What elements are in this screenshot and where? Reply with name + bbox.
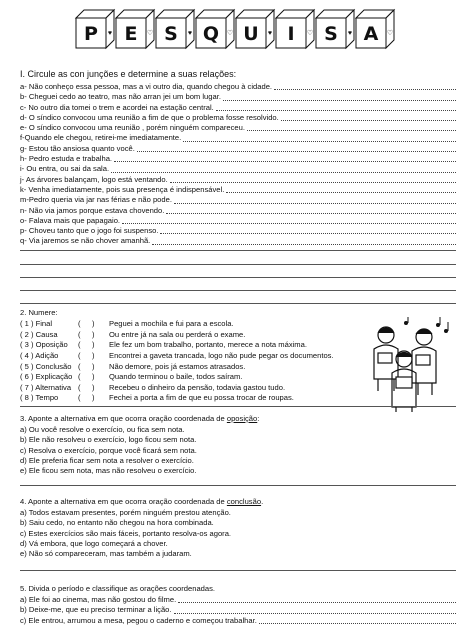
q1-item: [20, 133, 456, 143]
divider-line: [20, 277, 456, 278]
q4-option-text: a) Todos estavam presentes, porém ninguém prestou atenção.: [20, 508, 231, 517]
answer-line[interactable]: [111, 172, 456, 173]
answer-line[interactable]: [166, 213, 456, 214]
q1-item-text: q- Via jaremos se não chover amanhã.: [20, 236, 151, 246]
banner-letter: P: [84, 23, 98, 45]
banner-letter: S: [324, 23, 338, 45]
q1-item-text: n- Não via jamos porque estava chovendo.: [20, 205, 165, 215]
divider-line: [20, 406, 456, 407]
divider-line: [20, 303, 456, 304]
answer-line[interactable]: [216, 110, 456, 111]
letter-block: [156, 10, 194, 48]
q2-row: [20, 383, 334, 394]
q2-sentence: Peguei a mochila e fui para a escola.: [109, 319, 234, 329]
q2-category: ( 6 ) Explicação: [20, 372, 73, 382]
divider-line: [20, 250, 456, 251]
q1-title: I. Circule as con junções e determine a suas relações:: [20, 69, 237, 79]
q3-option: [20, 466, 456, 476]
q1-item: [20, 144, 456, 154]
heart-icon: ♡: [226, 30, 234, 37]
answer-line[interactable]: [174, 613, 456, 614]
q2-sentence: Ele fez um bom trabalho, portanto, merece a nota máxima.: [109, 340, 307, 350]
q5-title: 5. Divida o período e classifique as orações coordenadas.: [20, 584, 216, 593]
q1-item: [20, 236, 456, 246]
q3-option: [20, 456, 456, 466]
answer-line[interactable]: [160, 233, 456, 234]
divider-line: [20, 290, 456, 291]
q3-title-text: 3. Aponte a alternativa em que ocorra oração coordenada de: [20, 414, 227, 423]
q2-answer-close[interactable]: ): [92, 329, 95, 339]
q2-answer-close[interactable]: ): [92, 382, 95, 392]
q2-category: ( 5 ) Conclusão: [20, 361, 72, 371]
q1-item-text: m-Pedro queria via jar nas férias e não pode.: [20, 195, 172, 205]
q2-sentence: Fechei a porta a fim de que eu possa trocar de roupas.: [109, 393, 294, 403]
q1-item: [20, 82, 456, 92]
q1-item: [20, 185, 456, 195]
letter-block: [196, 10, 234, 48]
q2-row: [20, 351, 334, 362]
answer-line[interactable]: [226, 192, 456, 193]
answer-line[interactable]: [274, 89, 456, 90]
letter-block: [316, 10, 354, 48]
banner-letter: A: [363, 23, 379, 45]
q3-title: [20, 414, 259, 424]
q1-item: [20, 92, 456, 102]
divider-line: [20, 264, 456, 265]
answer-line[interactable]: [137, 151, 456, 152]
q2-category: ( 4 ) Adição: [20, 351, 59, 361]
q5-option: [20, 605, 456, 615]
q1-item-text: k- Venha imediatamente, pois sua presença é indispensável.: [20, 184, 225, 194]
q2-row: [20, 361, 334, 372]
q4-option: [20, 529, 456, 539]
heart-icon: ♥: [347, 30, 353, 37]
banner-letter: I: [287, 23, 295, 45]
q2-answer-close[interactable]: ): [92, 393, 95, 403]
q1-item: [20, 206, 456, 216]
q1-item: [20, 123, 456, 133]
q3-option-text: c) Resolva o exercício, porque você ficará sem nota.: [20, 445, 197, 455]
q4-option-text: c) Estes exercícios são mais fáceis, portanto resolva-os agora.: [20, 528, 232, 538]
q2-category: ( 7 ) Alternativa: [20, 382, 72, 392]
q2-matching-list: [20, 319, 334, 404]
q5-option-text: b) Deixe-me, que eu preciso terminar a lição.: [20, 605, 172, 615]
q2-sentence: Encontrei a gaveta trancada, logo não pude pegar os documentos.: [109, 351, 334, 361]
q1-item-text: a- Não conheço essa pessoa, mas a vi outro dia, quando chegou à cidade.: [20, 82, 273, 91]
q1-item-text: b- Cheguei cedo ao teatro, mas não arran jei um bom lugar.: [20, 92, 221, 102]
q1-item-text: h- Pedro estuda e trabalha.: [20, 154, 113, 164]
q5-option: [20, 616, 456, 626]
q2-answer-open[interactable]: (: [78, 382, 81, 392]
q1-item: [20, 103, 456, 113]
q2-answer-open[interactable]: (: [78, 351, 81, 361]
answer-line[interactable]: [170, 182, 456, 183]
q3-option-text: e) Ele ficou sem nota, mas não resolveu o exercício.: [20, 466, 197, 476]
q4-option-text: b) Saiu cedo, no entanto não chegou na hora combinada.: [20, 518, 214, 528]
q2-answer-open[interactable]: (: [78, 319, 81, 329]
q1-item: [20, 164, 456, 174]
q2-sentence: Recebeu o dinheiro da pensão, todavia gastou tudo.: [109, 382, 286, 392]
q2-row: [20, 330, 334, 341]
q4-title-text: 4. Aponte a alternativa em que ocorra oração coordenada de: [20, 497, 227, 506]
q4-title-keyword: conclusão: [226, 497, 262, 506]
answer-line[interactable]: [183, 141, 456, 142]
q2-answer-open[interactable]: (: [78, 340, 81, 350]
q2-answer-open[interactable]: (: [78, 329, 81, 339]
q4-option-text: d) Vá embora, que logo começará a chover.: [20, 538, 168, 548]
q4-options: [20, 508, 456, 559]
q4-title-end: .: [261, 497, 264, 506]
q2-sentence: Ou entre já na sala ou perderá o exame.: [109, 329, 246, 339]
q3-option: [20, 435, 456, 445]
q4-title: [20, 497, 263, 507]
q2-answer-close[interactable]: ): [92, 340, 95, 350]
answer-line[interactable]: [223, 100, 456, 101]
banner-letter: S: [164, 23, 178, 45]
q2-row: [20, 319, 334, 330]
q2-sentence: Não demore, pois já estamos atrasados.: [109, 361, 246, 371]
q2-answer-open[interactable]: (: [78, 393, 81, 403]
q4-option: [20, 549, 456, 559]
q3-title-end: :: [257, 414, 260, 423]
q3-option: [20, 446, 456, 456]
q2-answer-close[interactable]: ): [92, 319, 95, 329]
letter-block: [76, 10, 114, 48]
q3-title-keyword: oposição: [226, 414, 258, 423]
q4-option: [20, 518, 456, 528]
q2-answer-open[interactable]: (: [78, 372, 81, 382]
heart-icon: ♥: [187, 30, 193, 37]
q4-option-text: e) Não só compareceram, mas também a judaram.: [20, 549, 192, 559]
choir-singers-illustration: [366, 317, 452, 413]
heart-icon: ♥: [107, 30, 113, 37]
pesquisa-banner: [70, 6, 410, 58]
q1-item-text: g- Estou tão ansiosa quanto você.: [20, 143, 135, 153]
q4-option: [20, 508, 456, 518]
q1-item-text: i- Ou entra, ou sai da sala.: [20, 164, 110, 174]
heart-icon: ♡: [386, 30, 394, 37]
q2-row: [20, 393, 334, 404]
q1-item-text: p- Choveu tanto que o jogo foi suspenso.: [20, 226, 159, 236]
answer-line[interactable]: [259, 623, 456, 624]
q1-item: [20, 175, 456, 185]
letter-block: [356, 10, 394, 48]
q5-option-text: a) Ele foi ao cinema, mas não gostou do filme.: [20, 595, 177, 604]
banner-letter: U: [243, 23, 259, 45]
q1-item: [20, 226, 456, 236]
q2-title: 2. Numere:: [20, 308, 58, 317]
q5-option: [20, 595, 456, 605]
answer-line[interactable]: [152, 244, 456, 245]
answer-line[interactable]: [281, 120, 456, 121]
q4-option: [20, 539, 456, 549]
q1-list: [20, 82, 456, 247]
heart-icon: ♡: [146, 30, 154, 37]
letter-block: [276, 10, 314, 48]
q2-category: ( 8 ) Tempo: [20, 393, 59, 403]
banner-letter: E: [124, 23, 138, 45]
q2-category: ( 1 ) Final: [20, 319, 53, 329]
q1-item-text: c- No outro dia tomei o trem e acordei na estação central.: [20, 102, 214, 112]
answer-line[interactable]: [122, 223, 456, 224]
q2-answer-close[interactable]: ): [92, 351, 95, 361]
banner-letter: Q: [202, 23, 220, 45]
answer-line[interactable]: [174, 203, 456, 204]
q2-sentence: Quando terminou o baile, todos saíram.: [109, 372, 243, 382]
divider-line: [20, 570, 456, 571]
q2-category: ( 3 ) Oposição: [20, 340, 68, 350]
answer-line[interactable]: [178, 602, 456, 603]
q1-item: [20, 154, 456, 164]
q1-item: [20, 216, 456, 226]
q1-item: [20, 195, 456, 205]
q2-row: [20, 340, 334, 351]
divider-line: [20, 485, 456, 486]
q3-options: [20, 425, 456, 476]
q1-item-text: e- O síndico convocou uma reunião , porém ninguém compareceu.: [20, 123, 245, 133]
q3-option: [20, 425, 456, 435]
q1-item-text: j- As árvores balançam, logo está ventando.: [20, 174, 168, 184]
q1-item-text: d- O síndico convocou uma reunião a fim de que o problema fosse resolvido.: [20, 112, 279, 122]
q3-option-text: d) Ele preferia ficar sem nota a resolver o exercício.: [20, 455, 194, 465]
q2-row: [20, 372, 334, 383]
letter-block: [116, 10, 154, 48]
q2-answer-close[interactable]: ): [92, 361, 95, 371]
heart-icon: ♡: [306, 30, 314, 37]
q3-option-text: b) Ele não resolveu o exercício, logo ficou sem nota.: [20, 435, 197, 445]
q1-item-text: f-Quando ele chegou, retirei-me imediatamente.: [20, 133, 182, 143]
q2-category: ( 2 ) Causa: [20, 329, 58, 339]
q3-option-text: a) Ou você resolve o exercício, ou fica sem nota.: [20, 425, 185, 434]
heart-icon: ♥: [267, 30, 273, 37]
q5-list: [20, 595, 456, 626]
answer-line[interactable]: [247, 130, 456, 131]
letter-block: [236, 10, 274, 48]
q1-item-text: o- Falava mais que papagaio.: [20, 215, 121, 225]
q2-answer-close[interactable]: ): [92, 372, 95, 382]
q5-option-text: c) Ele entrou, arrumou a mesa, pegou o caderno e começou trabalhar.: [20, 615, 257, 625]
q1-item: [20, 113, 456, 123]
q2-answer-open[interactable]: (: [78, 361, 81, 371]
answer-line[interactable]: [114, 161, 456, 162]
